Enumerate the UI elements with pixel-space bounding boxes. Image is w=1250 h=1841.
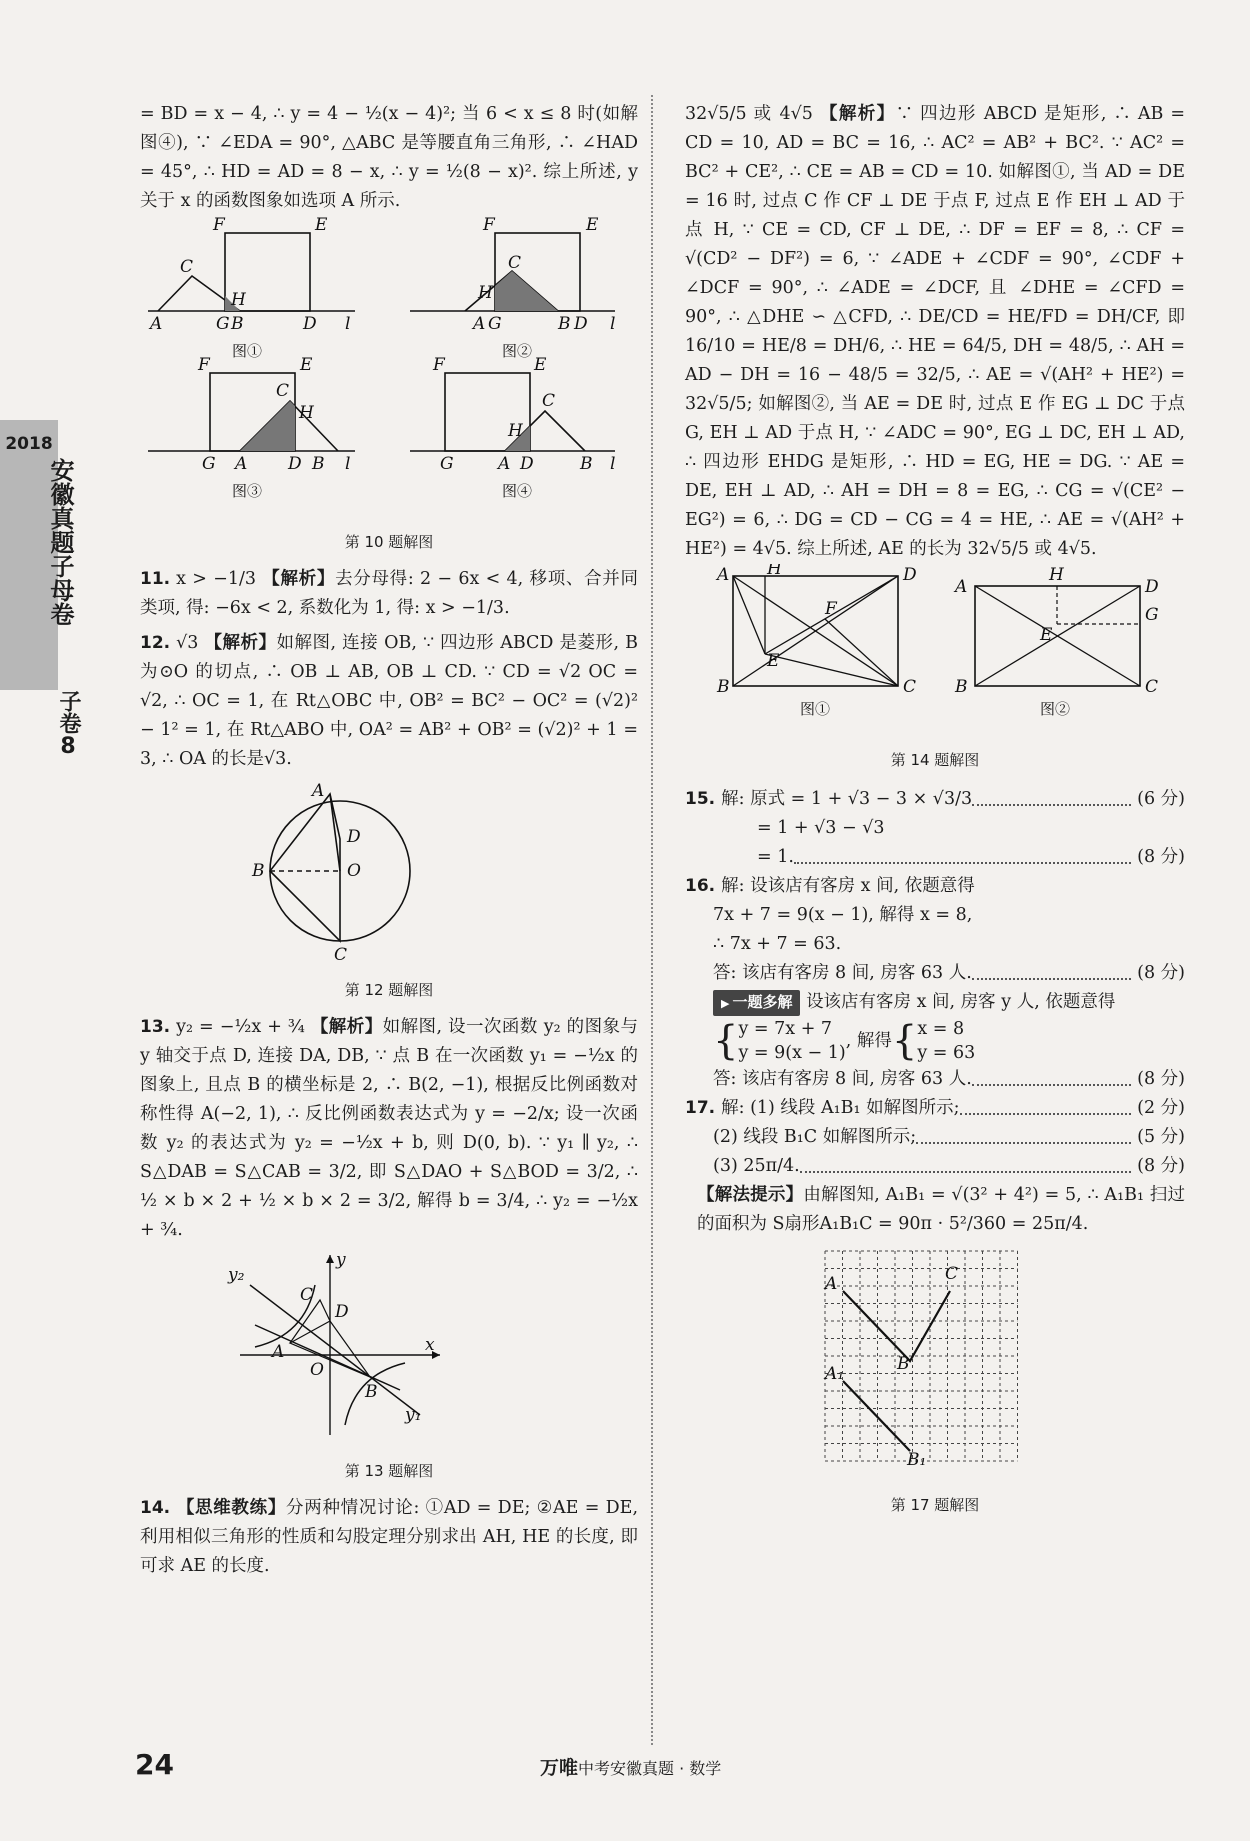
q16-line-text: 7x + 7 = 9(x − 1), 解得 x = 8, [713, 905, 973, 925]
q11-answer: x > −1/3 [176, 569, 257, 589]
q16-eq1: y = 7x + 7 [738, 1019, 833, 1039]
svg-text:G: G [488, 314, 502, 334]
svg-text:C: C [945, 1264, 959, 1284]
q13-text: 如解图, 设一次函数 y₂ 的图象与 y 轴交于点 D, 连接 DA, DB, ∵ 点 B 在一次函数 y₁ = −½x 的图象上, 且点 B 的横坐标是 2, ∴ B(2, −1), 根据反比例函数对称性得 A(−2, 1), ∴ 反比例函数表达式为 y = −2/x; 设一次函数 y₂ 的表达式为 y₂ = −½x + b, 则 D(0, b). ∵ y₁ ∥ y₂, ∴ S△DAB = S△CAB = 3/2, 即 S△DAO + S△BOD = 3/2, ∴ ½ × b × 2 + ½ × b × 2 = 3/2, 解得 b = 3/4, ∴ y₂ = −½x + ¾. [140, 1017, 639, 1240]
q16-line [685, 930, 1185, 959]
q17-line [685, 1094, 1185, 1123]
q11-text: 去分母得: 2 − 6x < 4, 移项、合并同类项, 得: −6x < 2, 系数化为 1, 得: x > −1/3. [140, 569, 638, 618]
q10-caption: 第 10 题解图 [344, 533, 434, 551]
q13-tag: 【解析】 [310, 1017, 383, 1037]
q16-line [685, 959, 1185, 988]
svg-text:y₁: y₁ [405, 1405, 422, 1425]
svg-text:B₁: B₁ [907, 1450, 927, 1470]
q10-fig3-label: 图③ [232, 482, 263, 500]
q10-fig2 [410, 216, 615, 360]
q12-answer: √3 [176, 633, 199, 653]
side-tab-title: 安徽真题子母卷 [46, 458, 74, 626]
q13-answer: y₂ = −½x + ¾ [176, 1017, 305, 1037]
q17-line-text: (2) 线段 B₁C 如解图所示; [713, 1127, 917, 1147]
q14-figures [685, 564, 1185, 734]
svg-text:D: D [1145, 577, 1159, 597]
footer [540, 1754, 721, 1783]
svg-text:F: F [483, 216, 495, 235]
svg-text:A: A [272, 1342, 285, 1362]
svg-text:D: D [520, 454, 534, 474]
q10-fig1 [148, 216, 355, 360]
q10-fig4 [410, 355, 615, 500]
q16-line-text: ∴ 7x + 7 = 63. [713, 934, 842, 954]
q14-answer: 32√5/5 或 4√5 [685, 104, 813, 124]
svg-text:B: B [231, 314, 244, 334]
q17-line [685, 1152, 1185, 1181]
q17-line-score: (8 分) [1137, 1156, 1185, 1176]
q15-number: 15. [685, 789, 716, 809]
q10-fig2-label: 图② [502, 342, 533, 360]
svg-text:A: A [235, 454, 248, 474]
brand-logo: 万唯 [540, 1757, 579, 1779]
svg-text:O: O [347, 861, 361, 881]
svg-text:l: l [345, 454, 351, 474]
svg-text:l: l [610, 314, 616, 334]
svg-text:C: C [180, 257, 194, 277]
q17-caption: 第 17 题解图 [890, 1496, 980, 1514]
q13 [140, 1013, 638, 1245]
q16-final-text: 答: 该店有客房 8 间, 房客 63 人. [713, 1069, 972, 1089]
svg-text:G: G [202, 454, 216, 474]
svg-text:E: E [586, 216, 599, 235]
q12-text: 如解图, 连接 OB, ∵ 四边形 ABCD 是菱形, B 为⊙O 的切点, ∴ OB ⊥ AB, OB ⊥ CD. ∵ CD = √2 OC = √2, ∴ OC = 1, 在 Rt△OBC 中, OB² = BC² − OC² = (√2)² − 1² = 1, 在 Rt△ABO 中, OA² = AB² + OB² = (√2)² + 1 = 3, ∴ OA 的长是√3. [140, 633, 638, 769]
q15-line-text: = 1. [757, 847, 794, 867]
q14-fig2 [953, 565, 1159, 718]
q16-system: { y = 7x + 7 y = 9(x − 1) , 解得 { x = 8 y = 63 [713, 1018, 976, 1064]
svg-text:C: C [1145, 677, 1159, 697]
q16-eq2: y = 9(x − 1) [738, 1043, 846, 1063]
footer-text: 中考安徽真题 · 数学 [578, 1759, 722, 1778]
q10-fig4-label: 图④ [502, 482, 533, 500]
svg-text:D: D [574, 314, 588, 334]
svg-text:C: C [276, 381, 290, 401]
q17-line-text: 解: (1) 线段 A₁B₁ 如解图所示; [721, 1098, 960, 1118]
right-column [685, 100, 1185, 1528]
sub-tab-label: 子卷 [56, 690, 81, 734]
svg-text:C: C [542, 391, 556, 411]
svg-text:D: D [347, 827, 361, 847]
q11-tag: 【解析】 [262, 569, 336, 589]
svg-text:F: F [433, 355, 445, 375]
q15-line-text: 解: 原式 = 1 + √3 − 3 × √3/3 [721, 789, 973, 809]
svg-text:A: A [498, 454, 511, 474]
q10-fig1-label: 图① [232, 342, 263, 360]
svg-text:B: B [312, 454, 325, 474]
svg-text:E: E [315, 216, 328, 235]
q17-hint-tag: 【解法提示】 [697, 1185, 804, 1205]
q14-sol-tag: 【解析】 [819, 104, 896, 124]
svg-text:A: A [473, 314, 486, 334]
svg-text:B: B [955, 677, 968, 697]
q14-fig2-label: 图② [1040, 700, 1071, 718]
q12-figure [140, 774, 638, 964]
q12-tag: 【解析】 [204, 633, 277, 653]
q14-sol-text: ∵ 四边形 ABCD 是矩形, ∴ AB = CD = 10, AD = BC = 16, ∴ AC² = AB² + BC². ∵ AC² = BC² + CE², ∴ CE = AB = CD = 10. 如解图①, 当 AD = DE = 16 时, 过点 C 作 CF ⊥ DE 于点 F, 过点 E 作 EH ⊥ AD 于点 H, ∵ CE = CD, CF ⊥ DE, ∴ DF = EF = 8, ∴ CF = √(CD² − DF²) = 6, ∵ ∠ADE + ∠CDF = 90°, ∠CDF + ∠DCF = 90°, ∴ ∠ADE = ∠DCF, 且 ∠DHE = ∠CFD = 90°, ∴ △DHE ∽ △CFD, ∴ DE/CD = HE/FD = DH/CF, 即 16/10 = HE/8 = DH/6, ∴ HE = 64/5, DH = 48/5, ∴ AH = AD − DH = 16 − 48/5 = 32/5, ∴ AE = √(AH² + HE²) = 32√5/5; 如解图②, 当 AE = DE 时, 过点 E 作 EG ⊥ DC 于点 G, EH ⊥ AD 于点 H, ∵ ∠ADC = 90°, EG ⊥ DC, EH ⊥ AD, ∴ 四边形 EHDG 是矩形, ∴ HD = EG, HE = DG. ∵ AE = DE, EH ⊥ AD, ∴ AH = DH = 8 = EG, ∴ CG = √(CE² − EG²) = 6, ∴ DG = CD − CG = 4 = HE, ∴ AE = √(AH² + HE²) = 4√5. 综上所述, AE 的长为 32√5/5 或 4√5. [685, 104, 1185, 559]
q17-line-text: (3) 25π/4. [713, 1156, 800, 1176]
svg-text:G: G [440, 454, 454, 474]
side-tab [0, 420, 74, 690]
q10-solution-tail: = BD = x − 4, ∴ y = 4 − ½(x − 4)²; 当 6 < x ≤ 8 时(如解图④), ∵ ∠EDA = 90°, △ABC 是等腰直角三角形, ∴ ∠HAD = 45°, ∴ HD = AD = 8 − x, ∴ y = ½(8 − x)². 综上所述, y 关于 x 的函数图象如选项 A 所示. [140, 104, 638, 211]
q17-hint [685, 1181, 1185, 1239]
q14-number: 14. [140, 1498, 171, 1518]
q17-figure [685, 1239, 1185, 1479]
q15-line [685, 785, 1185, 814]
q16-line-text: 答: 该店有客房 8 间, 房客 63 人. [713, 963, 972, 983]
q11-number: 11. [140, 569, 171, 589]
svg-text:O: O [310, 1360, 324, 1380]
svg-text:y₂: y₂ [228, 1265, 245, 1285]
q13-number: 13. [140, 1017, 171, 1037]
svg-text:D: D [903, 565, 917, 585]
svg-text:A: A [717, 565, 730, 585]
svg-text:E: E [1040, 625, 1053, 645]
q14-text: 分两种情况讨论: ①AD = DE; ②AE = DE, 利用相似三角形的性质和勾股定理分别求出 AH, HE 的长度, 即可求 AE 的长度. [140, 1498, 639, 1576]
page-number: 24 [135, 1748, 174, 1781]
svg-text:G: G [1145, 605, 1159, 625]
q12-number: 12. [140, 633, 171, 653]
q16-final-score: (8 分) [1137, 1069, 1185, 1089]
svg-text:F: F [213, 216, 225, 235]
sub-tab-number: 8 [60, 734, 76, 759]
svg-text:x: x [425, 1335, 435, 1355]
q15 [685, 785, 1185, 872]
svg-text:B: B [365, 1382, 378, 1402]
q16-sol1: x = 8 [917, 1019, 965, 1039]
q16-line-score: (8 分) [1137, 963, 1185, 983]
q12-caption: 第 12 题解图 [344, 981, 434, 999]
column-divider [651, 95, 653, 1745]
q14 [140, 1494, 638, 1581]
svg-text:H: H [478, 283, 493, 303]
svg-text:B: B [717, 677, 730, 697]
svg-text:H: H [231, 290, 246, 310]
svg-text:A₁: A₁ [825, 1364, 845, 1384]
q17 [685, 1094, 1185, 1239]
svg-text:C: C [300, 1285, 314, 1305]
multi-solution-badge: ▶ 一题多解 [713, 990, 800, 1016]
q16-solve-word: , 解得 [845, 1031, 892, 1051]
svg-text:l: l [610, 454, 616, 474]
q15-line-score: (8 分) [1137, 847, 1185, 867]
svg-text:E: E [300, 355, 313, 375]
sub-tab [48, 690, 88, 760]
q17-number: 17. [685, 1098, 716, 1118]
q16-multi [685, 988, 1185, 1017]
svg-text:F: F [825, 599, 837, 619]
q13-figure [140, 1245, 638, 1445]
q12 [140, 629, 638, 774]
svg-text:D: D [335, 1302, 349, 1322]
q10-fig3 [148, 355, 355, 500]
svg-text:H: H [508, 421, 523, 441]
svg-text:A: A [312, 781, 325, 801]
q16-line-text: 解: 设该店有客房 x 间, 依题意得 [721, 876, 975, 896]
svg-text:G: G [216, 314, 230, 334]
q14-fig1-label: 图① [800, 700, 831, 718]
svg-text:A: A [150, 314, 163, 334]
svg-text:E: E [534, 355, 547, 375]
q10-figures [140, 216, 638, 516]
svg-text:B: B [558, 314, 571, 334]
svg-text:y: y [336, 1250, 346, 1270]
svg-text:D: D [303, 314, 317, 334]
svg-text:H: H [767, 564, 782, 579]
q15-line [685, 843, 1185, 872]
svg-text:C: C [508, 253, 522, 273]
q16-final [685, 1065, 1185, 1094]
svg-text:F: F [198, 355, 210, 375]
q11 [140, 565, 638, 623]
q17-line-score: (2 分) [1137, 1098, 1185, 1118]
svg-text:B: B [897, 1354, 910, 1374]
svg-text:C: C [903, 677, 917, 697]
q17-line-score: (5 分) [1137, 1127, 1185, 1147]
svg-text:l: l [345, 314, 351, 334]
svg-text:B: B [252, 861, 265, 881]
svg-text:E: E [767, 651, 780, 671]
q16-number: 16. [685, 876, 716, 896]
q15-line-score: (6 分) [1137, 789, 1185, 809]
q15-line-text: = 1 + √3 − √3 [757, 818, 885, 838]
q14-solution [685, 100, 1185, 564]
q13-caption: 第 13 题解图 [344, 1462, 434, 1480]
svg-text:B: B [580, 454, 593, 474]
q14-caption: 第 14 题解图 [890, 751, 980, 769]
svg-text:H: H [299, 403, 314, 423]
q16-multi-text: 设该店有客房 x 间, 房客 y 人, 依题意得 [806, 992, 1116, 1012]
svg-text:C: C [334, 945, 348, 964]
q17-hint-text: 由解图知, A₁B₁ = √(3² + 4²) = 5, ∴ A₁B₁ 扫过的面积为 S扇形A₁B₁C = 90π · 5²/360 = 25π/4. [697, 1185, 1185, 1234]
svg-text:A: A [825, 1274, 838, 1294]
q16 [685, 872, 1185, 1094]
side-tab-year: 2018 [5, 434, 53, 454]
q14-tag: 【思维教练】 [176, 1498, 287, 1518]
q16-line [685, 901, 1185, 930]
svg-text:A: A [955, 577, 968, 597]
q17-line [685, 1123, 1185, 1152]
q16-sol2: y = 63 [917, 1043, 976, 1063]
svg-text:D: D [288, 454, 302, 474]
left-column [140, 100, 638, 1581]
q15-line [685, 814, 1185, 843]
q14-fig1 [715, 564, 917, 718]
svg-text:H: H [1049, 565, 1064, 585]
q16-line [685, 872, 1185, 901]
